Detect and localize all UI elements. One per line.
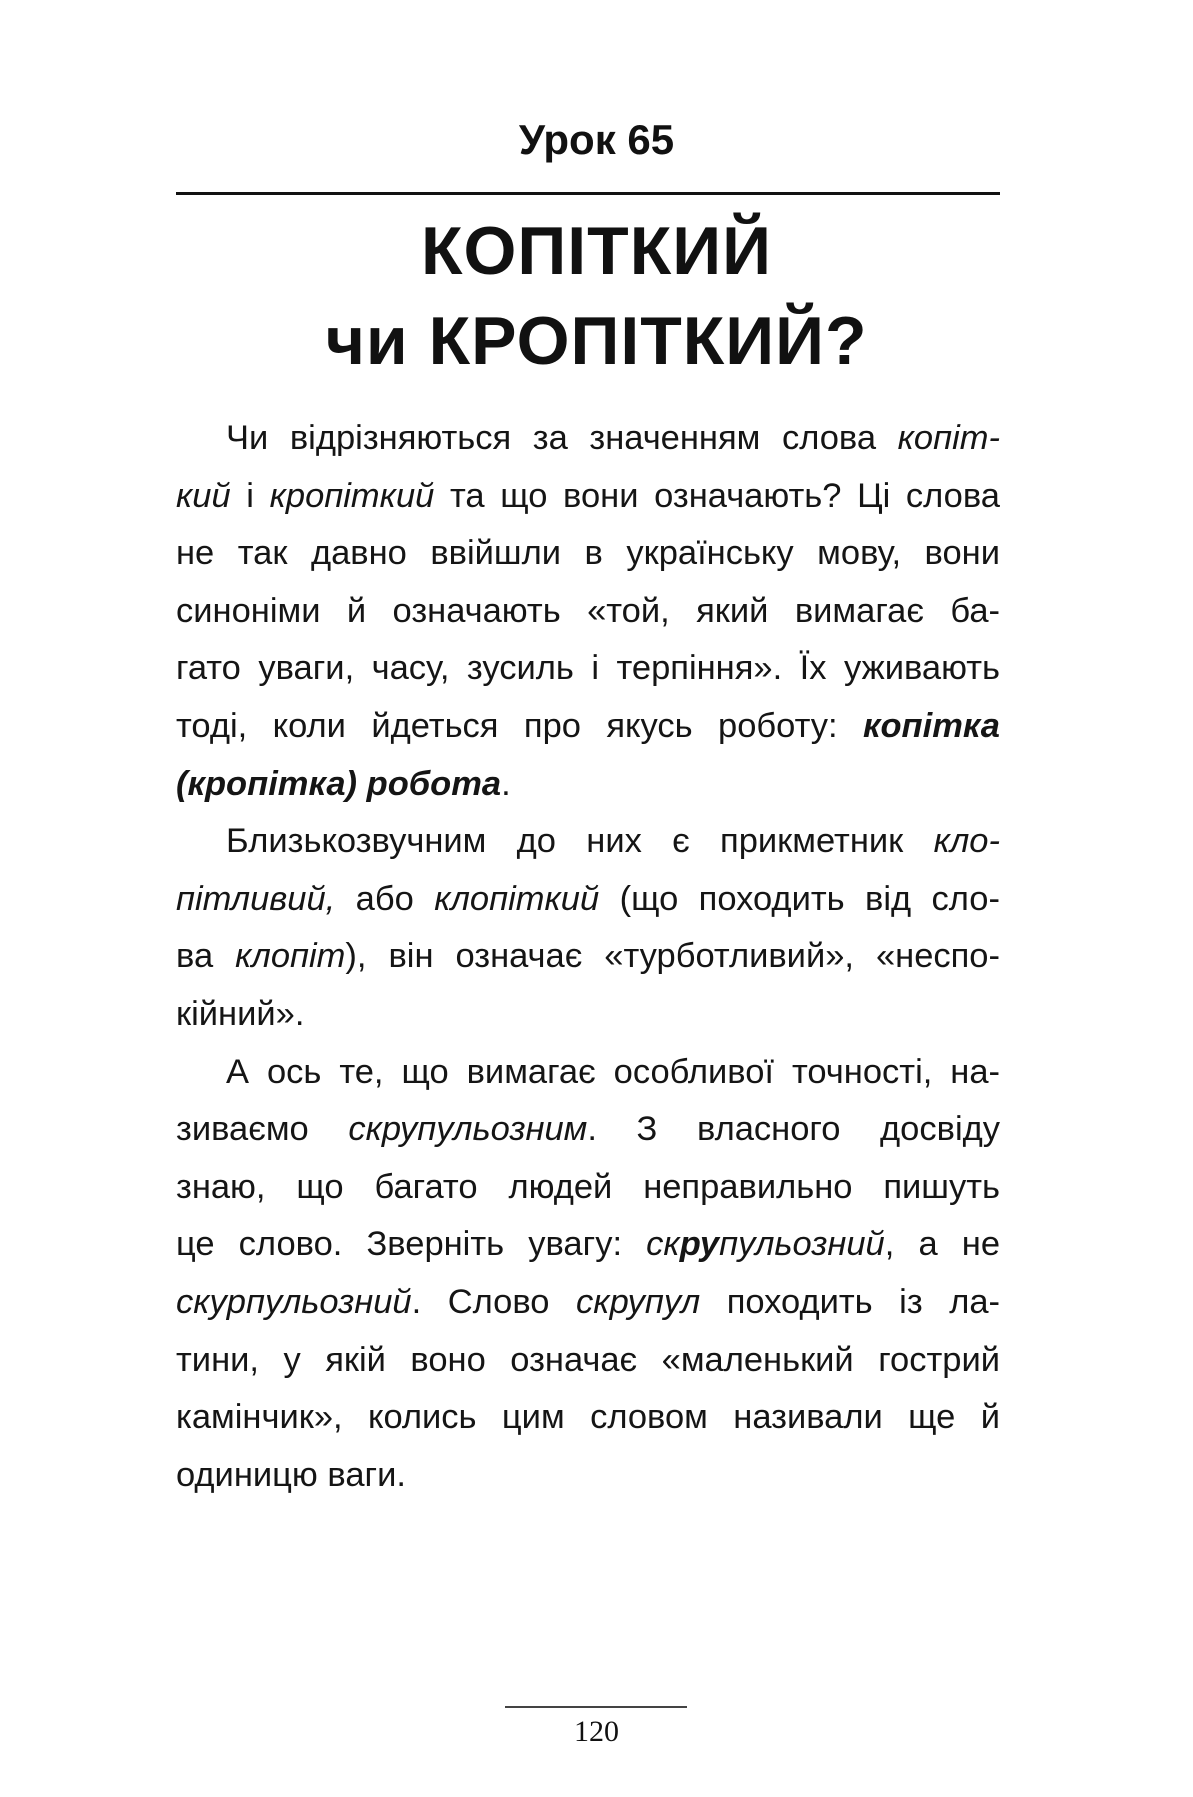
text-run: та що вони означають? Ці слова <box>434 476 1000 515</box>
paragraph <box>176 1044 1000 1505</box>
text-run: Чи відрізняються за значенням слова <box>226 419 898 457</box>
text-line <box>176 1101 1000 1159</box>
text-line <box>176 640 1000 698</box>
emphasis-text: скрупульозним <box>348 1110 588 1149</box>
header-divider <box>176 192 1000 195</box>
text-run: ва <box>176 937 236 976</box>
text-run: це слово. Зверніть увагу: <box>176 1225 647 1264</box>
text-run: або <box>335 879 435 918</box>
text-line <box>176 1447 1000 1505</box>
text-line <box>176 1389 1000 1447</box>
text-run: одиницю ваги. <box>176 1455 406 1494</box>
emphasis-text: пульозний <box>719 1225 885 1264</box>
text-line <box>176 871 1000 929</box>
emphasis-text: кло- <box>933 822 1000 861</box>
emphasis-text: кропіткий <box>269 476 435 515</box>
emphasis-text: клопіткий <box>434 879 600 918</box>
title-line-2: чи КРОПІТКИЙ? <box>325 303 868 379</box>
text-run: . З власного досвіду <box>587 1110 1000 1149</box>
text-run: синоніми й означають «той, який вимагає ба- <box>176 591 1000 630</box>
paragraph <box>176 410 1000 813</box>
emphasis-text: ск <box>646 1225 680 1264</box>
emphasis-text: копітка <box>863 706 1000 745</box>
text-line <box>176 1274 1000 1332</box>
emphasis-text: пітливий, <box>176 879 336 918</box>
emphasis-text: скурпульозний <box>176 1282 412 1321</box>
emphasis-text: скрупул <box>576 1282 701 1321</box>
text-line <box>176 1332 1000 1390</box>
text-run: знаю, що багато людей неправильно пишуть <box>176 1167 1000 1206</box>
footer-divider <box>505 1706 687 1708</box>
emphasis-text: кий <box>176 476 231 515</box>
text-line <box>176 468 1000 526</box>
text-line <box>176 1216 1000 1274</box>
body-text <box>176 410 1000 1504</box>
text-run: А ось те, що вимагає особливої точності, на- <box>226 1052 1000 1091</box>
text-run: Близькозвучним до них є прикметник <box>226 822 934 861</box>
title-line-1: КОПІТКИЙ <box>421 213 772 289</box>
text-line <box>176 928 1000 986</box>
text-line <box>176 813 1000 871</box>
text-run: зиваємо <box>176 1110 349 1149</box>
text-line <box>176 756 1000 814</box>
emphasis-text: клопіт <box>235 937 346 976</box>
text-line <box>176 1044 1000 1102</box>
text-run: гато уваги, часу, зусиль і терпіння». Їх уживають <box>176 649 1000 688</box>
text-run: ), він означає «турботливий», «неспо- <box>345 937 1000 976</box>
text-run: і <box>230 476 270 515</box>
text-line <box>176 986 1000 1044</box>
text-run: (що походить від сло- <box>599 879 1000 918</box>
paragraph <box>176 813 1000 1043</box>
emphasis-text: копіт- <box>897 419 1000 457</box>
lesson-number: Урок 65 <box>518 116 675 163</box>
text-run: , а не <box>884 1225 1001 1264</box>
text-line <box>176 1159 1000 1217</box>
text-run: кійний». <box>176 994 305 1033</box>
text-run: . Слово <box>411 1282 577 1321</box>
text-run: не так давно ввійшли в українську мову, вони <box>176 534 1000 573</box>
emphasis-text: (кропітка) робота <box>176 764 502 803</box>
text-run: камінчик», колись цим словом називали ще й <box>176 1398 1000 1437</box>
text-line <box>176 525 1000 583</box>
text-line <box>176 583 1000 641</box>
page-number: 120 <box>574 1715 619 1748</box>
page-title <box>0 206 1193 386</box>
emphasis-text: ру <box>679 1225 720 1264</box>
text-run: . <box>501 764 511 803</box>
text-line <box>176 698 1000 756</box>
text-line <box>176 410 1000 468</box>
text-run: тини, у якій воно означає «маленький гострий <box>176 1340 1000 1379</box>
text-run: тоді, коли йдеться про якусь роботу: <box>176 706 863 745</box>
text-run: походить із ла- <box>700 1282 1000 1321</box>
